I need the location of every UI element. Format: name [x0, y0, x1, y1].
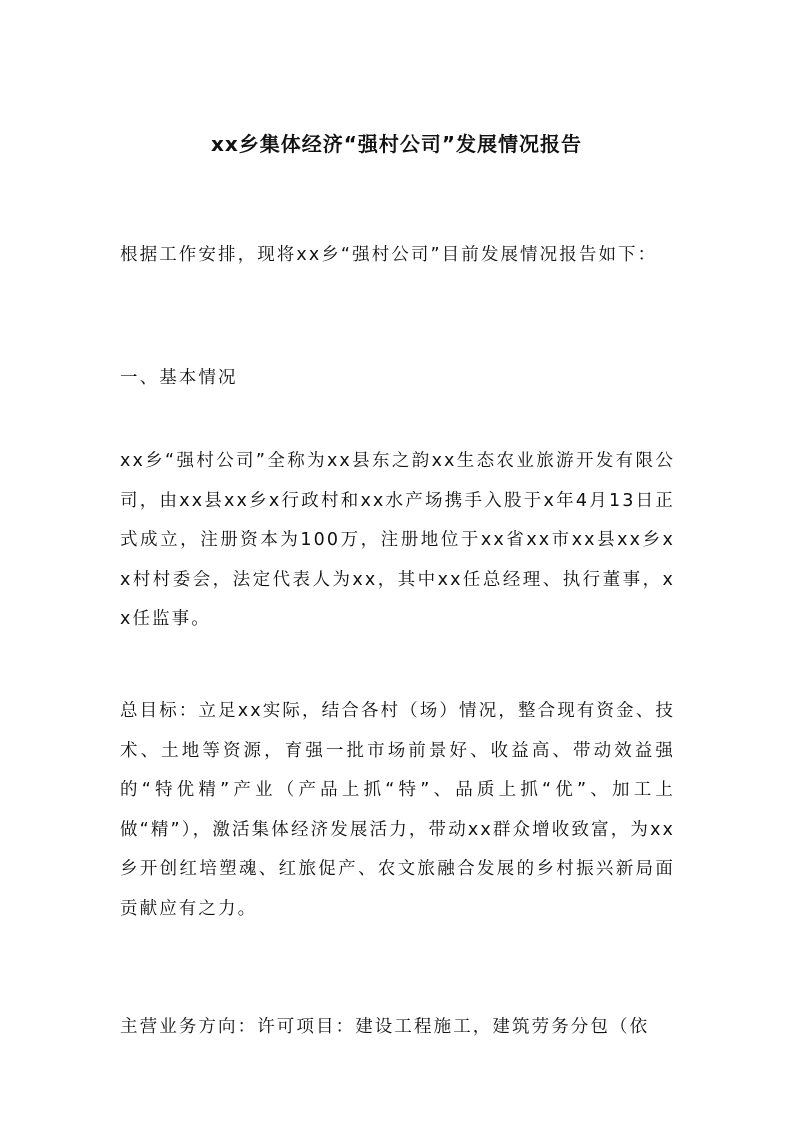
intro-paragraph: 根据工作安排，现将xx乡“强村公司”目前发展情况报告如下：: [120, 245, 658, 265]
section-heading-basic: 一、基本情况: [120, 368, 238, 388]
basic-info-paragraph: xx乡“强村公司”全称为xx县东之韵xx生态农业旅游开发有限公司，由xx县xx乡x行政村和xx水产场携手入股于x年4月13日正式成立，注册资本为100万，注册地位于xx省xx市xx县xx乡xx村村委会，法定代表人为xx，其中xx任总经理、执行董事，xx任监事。: [120, 451, 675, 629]
document-title: xx乡集体经济“强村公司”发展情况报告: [210, 132, 583, 156]
goal-paragraph: 总目标：立足xx实际，结合各村（场）情况，整合现有资金、技术、土地等资源，育强一批市场前景好、收益高、带动效益强的“特优精”产业（产品上抓“特”、品质上抓“优”、加工上做“精”），激活集体经济发展活力，带动xx群众增收致富，为xx乡开创红培塑魂、红旅促产、农文旅融合发展的乡村振兴新局面贡献应有之力。: [120, 701, 675, 919]
business-scope-paragraph: 主营业务方向：许可项目：建设工程施工，建筑劳务分包（依: [120, 1017, 650, 1037]
